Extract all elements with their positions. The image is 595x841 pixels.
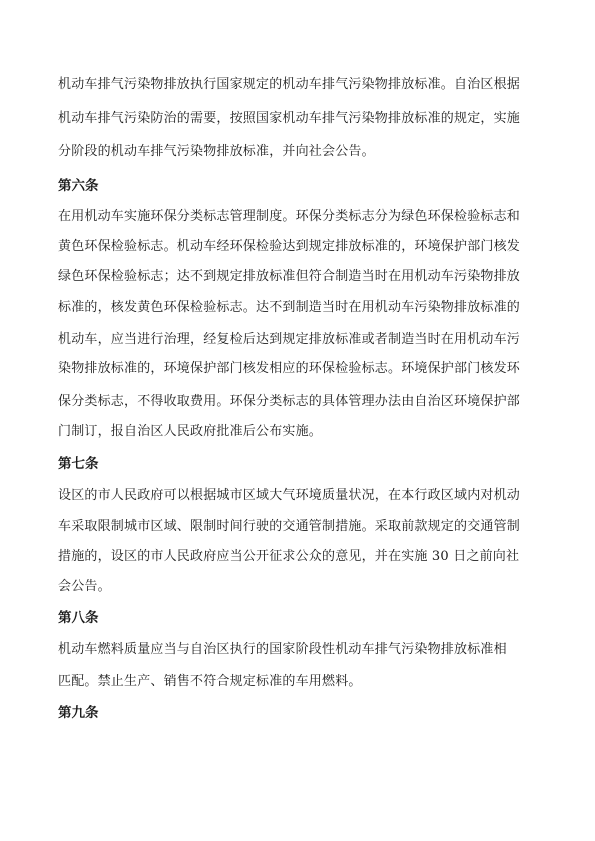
- article-6-line-5: 机动车，应当进行治理，经复检后达到规定排放标准或者制造当时在用机动车污: [58, 332, 521, 347]
- intro-line-1: 机动车排气污染物排放执行国家规定的机动车排气污染物排放标准。自治区根据: [58, 77, 521, 92]
- article-6-line-7: 保分类标志，不得收取费用。环保分类标志的具体管理办法由自治区环境保护部: [58, 394, 521, 409]
- article-7-line-3: 措施的，设区的市人民政府应当公开征求公众的意见，并在实施 30 日之前向社: [58, 549, 520, 564]
- article-8-line-1: 机动车燃料质量应当与自治区执行的国家阶段性机动车排气污染物排放标准相: [58, 642, 507, 657]
- article-9-heading: 第九条: [58, 705, 99, 721]
- article-6-line-1: 在用机动车实施环保分类标志管理制度。环保分类标志分为绿色环保检验标志和: [58, 209, 521, 224]
- intro-line-3: 分阶段的机动车排气污染物排放标准，并向社会公告。: [58, 144, 375, 159]
- article-6-line-4: 标准的，核发黄色环保检验标志。达不到制造当时在用机动车污染物排放标准的: [58, 300, 521, 315]
- intro-line-2: 机动车排气污染防治的需要，按照国家机动车排气污染物排放标准的规定，实施: [58, 111, 521, 126]
- article-7-line-4: 会公告。: [58, 579, 111, 594]
- article-6-line-8: 门制订，报自治区人民政府批准后公布实施。: [58, 424, 323, 439]
- article-7-line-1: 设区的市人民政府可以根据城市区域大气环境质量状况，在本行政区域内对机动: [58, 488, 521, 503]
- article-8-heading: 第八条: [58, 610, 99, 626]
- article-6-line-6: 染物排放标准的，环境保护部门核发相应的环保检验标志。环境保护部门核发环: [58, 361, 521, 376]
- article-7-line-2: 车采取限制城市区域、限制时间行驶的交通管制措施。采取前款规定的交通管制: [58, 519, 521, 534]
- article-6-line-2: 黄色环保检验标志。机动车经环保检验达到规定排放标准的，环境保护部门核发: [58, 239, 521, 254]
- article-8-line-2: 匹配。禁止生产、销售不符合规定标准的车用燃料。: [58, 674, 362, 689]
- article-6-line-3: 绿色环保检验标志；达不到规定排放标准但符合制造当时在用机动车污染物排放: [58, 269, 521, 284]
- article-6-heading: 第六条: [58, 178, 99, 194]
- article-7-heading: 第七条: [58, 456, 99, 472]
